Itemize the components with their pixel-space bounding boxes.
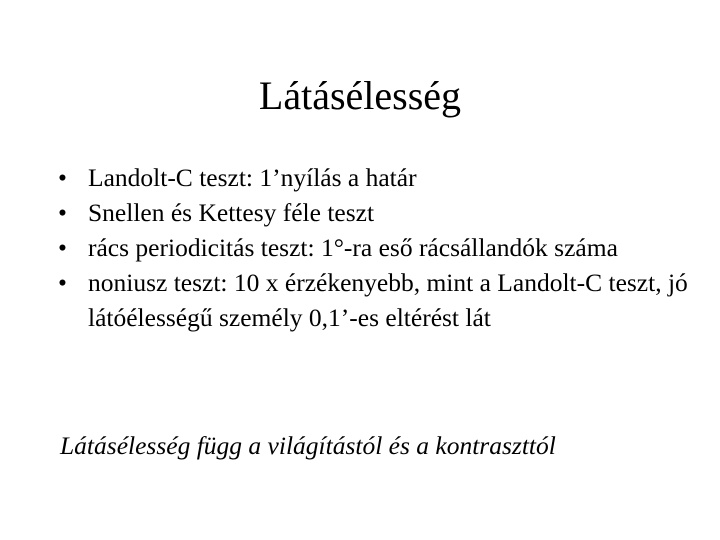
bullet-item-landolt	[58, 160, 698, 195]
bullet-item-racs	[58, 230, 698, 265]
bullet-text: Landolt-C teszt: 1’nyílás a határ	[88, 163, 417, 192]
bullet-dot-icon: •	[58, 163, 67, 192]
bullet-text: noniusz teszt: 10 x érzékenyebb, mint a Landolt-C teszt, jó látóélességű személy 0,1’-es eltérést lát	[88, 268, 688, 332]
footer-note: Látásélesség függ a világítástól és a kontraszttól	[60, 431, 556, 460]
bullet-item-noniusz	[58, 265, 698, 335]
bullet-item-snellen	[58, 195, 698, 230]
bullet-dot-icon: •	[58, 198, 67, 227]
bullet-list	[58, 160, 698, 335]
bullet-text: rács periodicitás teszt: 1°-ra eső rácsállandók száma	[88, 233, 618, 262]
slide-title: Látásélesség	[258, 73, 462, 118]
bullet-dot-icon: •	[58, 233, 67, 262]
bullet-dot-icon: •	[58, 268, 67, 297]
bullet-text: Snellen és Kettesy féle teszt	[88, 198, 375, 227]
